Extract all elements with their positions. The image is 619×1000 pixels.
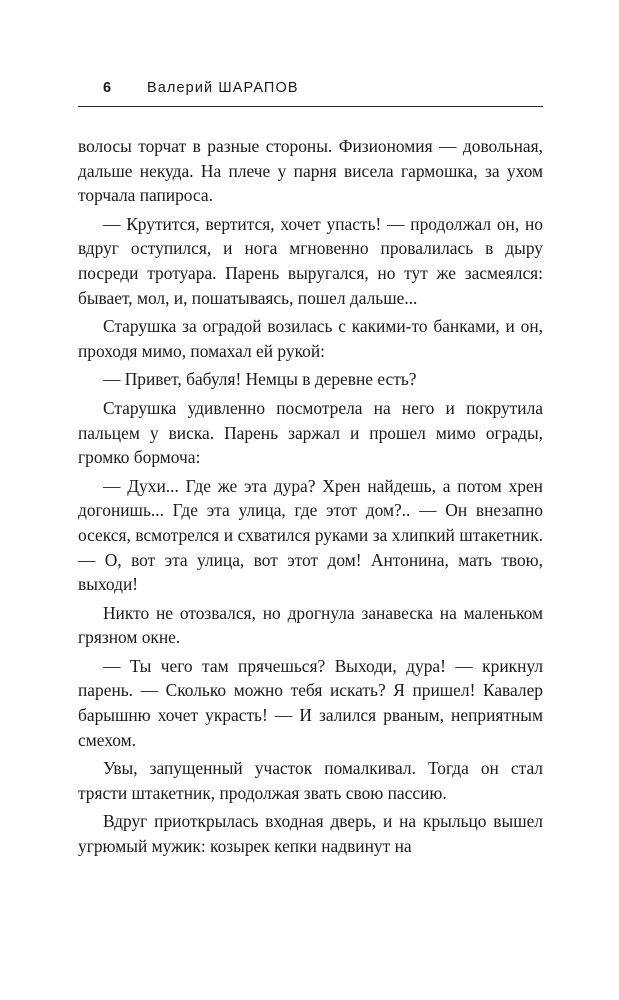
paragraph: волосы торчат в разные стороны. Физиономия — довольная, дальше некуда. На плече у парня висела гармошка, за ухом торчала папироса. [78, 136, 543, 206]
body-text [78, 134, 543, 859]
paragraph: Увы, запущенный участок помалкивал. Тогда он стал трясти штакетник, продолжая звать свою пассию. [78, 758, 543, 803]
paragraph: Старушка удивленно посмотрела на него и покрутила пальцем у виска. Парень заржал и прошел мимо ограды, громко бормоча: [78, 397, 543, 468]
paragraph: — Привет, бабуля! Немцы в деревне есть? [103, 369, 417, 390]
book-page [78, 80, 543, 863]
paragraph: — Духи... Где же эта дура? Хрен найдешь, а потом хрен догонишь... Где эта улица, где этот дом?.. — Он внезапно осекся, всмотрелся и схватился руками за хлипкий штакетник. — О, вот эта улица, вот этот дом! Антонина, мать твою, выходи! [78, 475, 543, 595]
paragraph: — Крутится, вертится, хочет упасть! — продолжал он, но вдруг оступился, и нога мгновенно провалилась в дыру посреди тротуара. Парень выругался, но тут же засмеялся: бывает, мол, и, пошатываясь, пошел дальше... [78, 213, 543, 308]
paragraph: Вдруг приоткрылась входная дверь, и на крыльцо вышел угрюмый мужик: козырек кепки надвинут на [78, 811, 543, 857]
author-name: Валерий ШАРАПОВ [147, 80, 299, 96]
paragraph: Старушка за оградой возилась с какими-то банками, и он, проходя мимо, помахал ей рукой: [78, 316, 543, 361]
running-header [78, 80, 543, 107]
paragraph: Никто не отозвался, но дрогнула занавеска на маленьком грязном окне. [78, 602, 543, 648]
page-number: 6 [103, 80, 113, 96]
paragraph: — Ты чего там прячешься? Выходи, дура! — крикнул парень. — Сколько можно тебя искать? Я пришел! Кавалер барышню хочет украсть! — И залился рваным, неприятным смехом. [78, 655, 543, 750]
